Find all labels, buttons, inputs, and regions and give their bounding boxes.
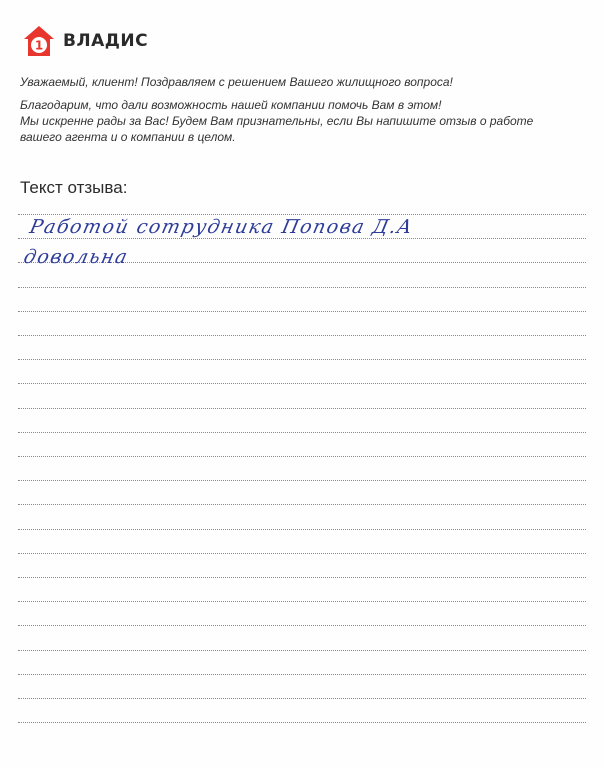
writing-rule: [18, 698, 586, 699]
logo-digit: 1: [34, 38, 44, 53]
writing-rule: [18, 214, 586, 215]
ruled-lines: [18, 0, 586, 768]
review-heading: Текст отзыва:: [20, 178, 128, 197]
writing-rule: [18, 456, 586, 457]
writing-rule: [18, 287, 586, 288]
handwritten-line: Работой сотрудника Попова Д.А: [27, 216, 416, 238]
writing-rule: [18, 722, 586, 723]
writing-rule: [18, 577, 586, 578]
brand-name: ВЛАДИС: [63, 31, 149, 51]
writing-rule: [18, 383, 586, 384]
thanks-line: Благодарим, что дали возможность нашей компании помочь Вам в этом!: [20, 98, 442, 112]
writing-rule: [18, 238, 586, 239]
writing-rule: [18, 311, 586, 312]
writing-rule: [18, 674, 586, 675]
thanks-line: вашего агента и о компании в целом.: [20, 130, 236, 144]
writing-rule: [18, 553, 586, 554]
greeting-text: Уважаемый, клиент! Поздравляем с решением Вашего жилищного вопроса!: [20, 75, 453, 89]
writing-rule: [18, 480, 586, 481]
thanks-line: Мы искренне рады за Вас! Будем Вам признательны, если Вы напишите отзыв о работе: [20, 114, 534, 128]
writing-rule: [18, 504, 586, 505]
writing-rule: [18, 359, 586, 360]
writing-rule: [18, 408, 586, 409]
writing-rule: [18, 601, 586, 602]
writing-rule: [18, 432, 586, 433]
writing-rule: [18, 650, 586, 651]
handwritten-line: довольна: [21, 246, 131, 268]
writing-rule: [18, 335, 586, 336]
writing-rule: [18, 625, 586, 626]
writing-rule: [18, 529, 586, 530]
